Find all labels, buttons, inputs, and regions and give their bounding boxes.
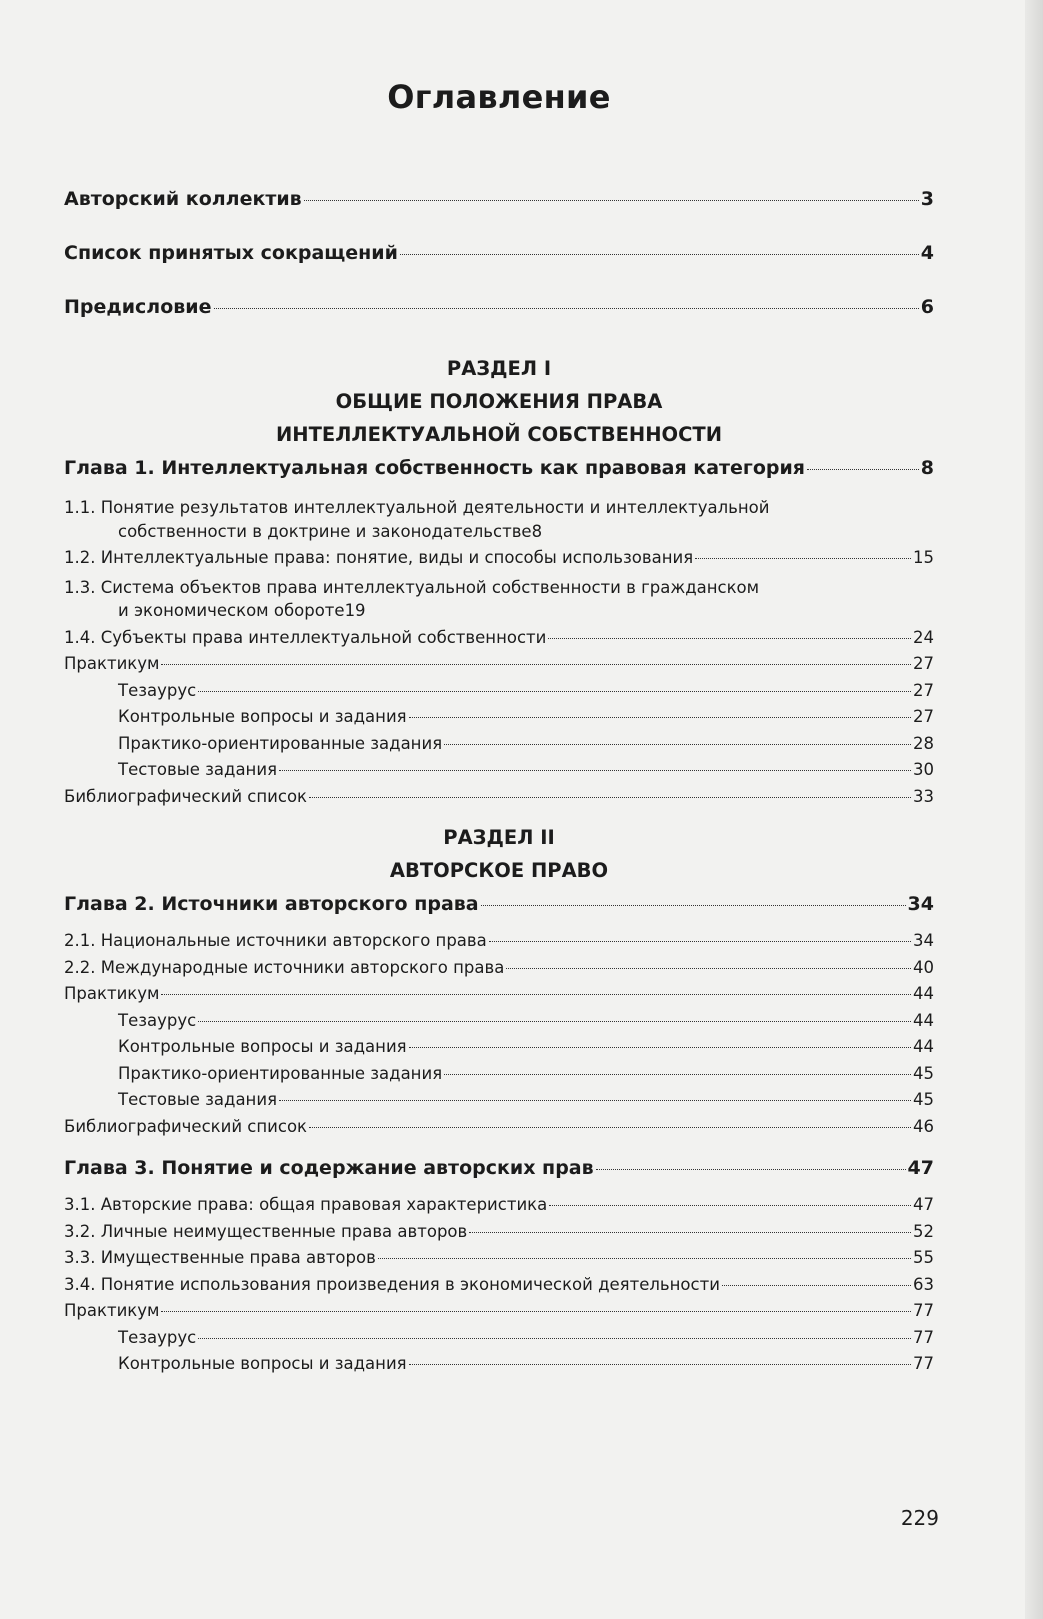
toc-chapter-3[interactable] (64, 1157, 934, 1187)
toc-entry-control-questions[interactable] (64, 1037, 934, 1064)
entry-page: 6 (920, 296, 934, 318)
page-number: 229 (900, 1506, 939, 1530)
dot-leader (198, 1021, 911, 1022)
entry-page: 15 (913, 548, 934, 567)
entry-label: Практикум (64, 654, 160, 673)
toc-entry-tests[interactable] (64, 1090, 934, 1117)
dot-leader (444, 1074, 911, 1075)
dot-leader (161, 1311, 911, 1312)
entry-label: Контрольные вопросы и задания (118, 707, 407, 726)
dot-leader (469, 1232, 911, 1233)
dot-leader (409, 1047, 911, 1048)
dot-leader (279, 1100, 911, 1101)
dot-leader (444, 744, 911, 745)
dot-leader (481, 905, 906, 906)
toc-entry-control-questions[interactable] (64, 1354, 934, 1381)
entry-label: Библиографический список (64, 1116, 308, 1136)
page-edge (1025, 0, 1043, 1619)
dot-leader (807, 469, 919, 470)
toc-entry-authors[interactable] (64, 188, 934, 220)
dot-leader (378, 1258, 911, 1259)
entry-label: Библиографический список (64, 786, 308, 806)
dot-leader (279, 770, 911, 771)
entry-label: Контрольные вопросы и задания (118, 1037, 407, 1056)
entry-label: Список принятых сокращений (64, 242, 398, 264)
entry-label: 3.1. Авторские права: общая правовая характеристика (64, 1195, 548, 1214)
toc-entry-3-4[interactable] (64, 1275, 934, 1302)
entry-label-continued: собственности в доктрине и законодательстве (118, 521, 532, 541)
entry-label: 1.3. Система объектов права интеллектуальной собственности в гражданском (64, 577, 760, 597)
entry-page: 44 (913, 1037, 934, 1056)
dot-leader (304, 200, 919, 201)
entry-page: 34 (913, 931, 934, 950)
toc-entry-practicum[interactable] (64, 984, 934, 1011)
entry-label: 2.1. Национальные источники авторского права (64, 931, 487, 950)
entry-label: Контрольные вопросы и задания (118, 1354, 407, 1373)
entry-label: 1.4. Субъекты права интеллектуальной собственности (64, 627, 547, 647)
toc-entry-thesaurus[interactable] (64, 1011, 934, 1038)
entry-page: 3 (920, 188, 934, 210)
entry-page: 28 (913, 733, 934, 753)
toc-entry-2-2[interactable] (64, 958, 934, 985)
entry-page: 27 (913, 654, 934, 673)
entry-page: 77 (913, 1327, 934, 1347)
section-heading-1 (64, 352, 934, 451)
dot-leader (198, 1338, 911, 1339)
dot-leader (549, 1205, 911, 1206)
entry-label: Тестовые задания (118, 760, 277, 779)
dot-leader (409, 1364, 911, 1365)
dot-leader (722, 1285, 911, 1286)
entry-page: 44 (913, 984, 934, 1003)
entry-page: 63 (913, 1274, 934, 1294)
toc-entry-abbreviations[interactable] (64, 242, 934, 274)
dot-leader (161, 664, 911, 665)
dot-leader (506, 968, 911, 969)
toc-entry-1-2[interactable] (64, 548, 934, 575)
toc-entry-control-questions[interactable] (64, 707, 934, 734)
entry-label: 3.4. Понятие использования произведения в экономической деятельности (64, 1274, 720, 1294)
entry-page: 27 (913, 680, 934, 700)
entry-page: 40 (913, 957, 934, 977)
toc-entry-bibliography[interactable] (64, 1117, 934, 1144)
chapter-page: 34 (907, 893, 934, 915)
entry-page: 44 (913, 1010, 934, 1030)
dot-leader (409, 717, 911, 718)
entry-label: Практикум (64, 984, 160, 1003)
entry-page: 30 (913, 760, 934, 779)
dot-leader (489, 941, 911, 942)
dot-leader (214, 308, 919, 309)
toc-entry-practicum[interactable] (64, 654, 934, 681)
chapter-page: 47 (907, 1157, 934, 1179)
entry-page: 55 (913, 1248, 934, 1267)
entry-page: 47 (913, 1195, 934, 1214)
entry-page: 19 (344, 601, 366, 620)
entry-label: Практико-ориентированные задания (118, 1063, 443, 1083)
dot-leader (400, 254, 919, 255)
section-number: РАЗДЕЛ II (443, 826, 555, 849)
toc-entry-1-4[interactable] (64, 628, 934, 655)
chapter-label: Глава 3. Понятие и содержание авторских прав (64, 1157, 594, 1179)
entry-label: Тезаурус (118, 680, 197, 700)
entry-page: 46 (913, 1116, 934, 1136)
entry-label: 1.1. Понятие результатов интеллектуальной деятельности и интеллектуальной (64, 498, 770, 517)
entry-label: Авторский коллектив (64, 188, 302, 210)
dot-leader (309, 797, 911, 798)
dot-leader (198, 691, 911, 692)
toc-chapter-1[interactable] (64, 457, 934, 487)
toc-chapter-2[interactable] (64, 893, 934, 923)
entry-label: 1.2. Интеллектуальные права: понятие, виды и способы использования (64, 548, 694, 567)
toc-entry-1-1[interactable] (64, 495, 934, 548)
toc-entry-bibliography[interactable] (64, 787, 934, 814)
page-title: Оглавление (387, 78, 611, 116)
entry-label-continued: и экономическом обороте (118, 601, 345, 620)
entry-page: 27 (913, 707, 934, 726)
toc-entry-practical-tasks[interactable] (64, 734, 934, 761)
section-title-line: ИНТЕЛЛЕКТУАЛЬНОЙ СОБСТВЕННОСТИ (275, 423, 723, 446)
toc-entry-thesaurus[interactable] (64, 1328, 934, 1355)
dot-leader (548, 638, 911, 639)
toc-entry-preface[interactable] (64, 296, 934, 328)
toc-entry-thesaurus[interactable] (64, 681, 934, 708)
entry-label: 3.3. Имущественные права авторов (64, 1248, 376, 1267)
section-title-line: АВТОРСКОЕ ПРАВО (389, 859, 609, 882)
entry-label: Тезаурус (118, 1327, 197, 1347)
entry-page: 24 (913, 627, 934, 647)
dot-leader (309, 1127, 911, 1128)
entry-page: 4 (920, 242, 934, 264)
entry-label: 3.2. Личные неимущественные права авторов (64, 1221, 468, 1241)
toc-entry-3-3[interactable] (64, 1248, 934, 1275)
toc-entry-1-3[interactable] (64, 575, 934, 628)
entry-label: Предисловие (64, 296, 212, 318)
entry-page: 8 (531, 521, 543, 541)
section-number: РАЗДЕЛ I (446, 357, 552, 380)
entry-label: Тестовые задания (118, 1090, 277, 1109)
chapter-page: 8 (920, 457, 934, 479)
entry-label: Тезаурус (118, 1010, 197, 1030)
chapter-label: Глава 1. Интеллектуальная собственность как правовая категория (64, 457, 806, 479)
entry-page: 77 (913, 1354, 934, 1373)
dot-leader (695, 558, 911, 559)
toc-entry-tests[interactable] (64, 760, 934, 787)
section-title-line: ОБЩИЕ ПОЛОЖЕНИЯ ПРАВА (335, 390, 663, 413)
toc-entry-2-1[interactable] (64, 931, 934, 958)
entry-page: 52 (913, 1221, 934, 1241)
table-of-contents (64, 78, 934, 1381)
entry-label: Практикум (64, 1301, 160, 1320)
toc-entry-3-1[interactable] (64, 1195, 934, 1222)
entry-page: 45 (913, 1090, 934, 1109)
entry-page: 33 (913, 786, 934, 806)
dot-leader (161, 994, 911, 995)
entry-label: Практико-ориентированные задания (118, 733, 443, 753)
chapter-label: Глава 2. Источники авторского права (64, 893, 479, 915)
entry-page: 45 (913, 1063, 934, 1083)
section-heading-2 (64, 821, 934, 887)
toc-entry-practicum[interactable] (64, 1301, 934, 1328)
entry-label: 2.2. Международные источники авторского права (64, 957, 505, 977)
toc-entry-practical-tasks[interactable] (64, 1064, 934, 1091)
entry-page: 77 (913, 1301, 934, 1320)
toc-entry-3-2[interactable] (64, 1222, 934, 1249)
dot-leader (596, 1169, 906, 1170)
